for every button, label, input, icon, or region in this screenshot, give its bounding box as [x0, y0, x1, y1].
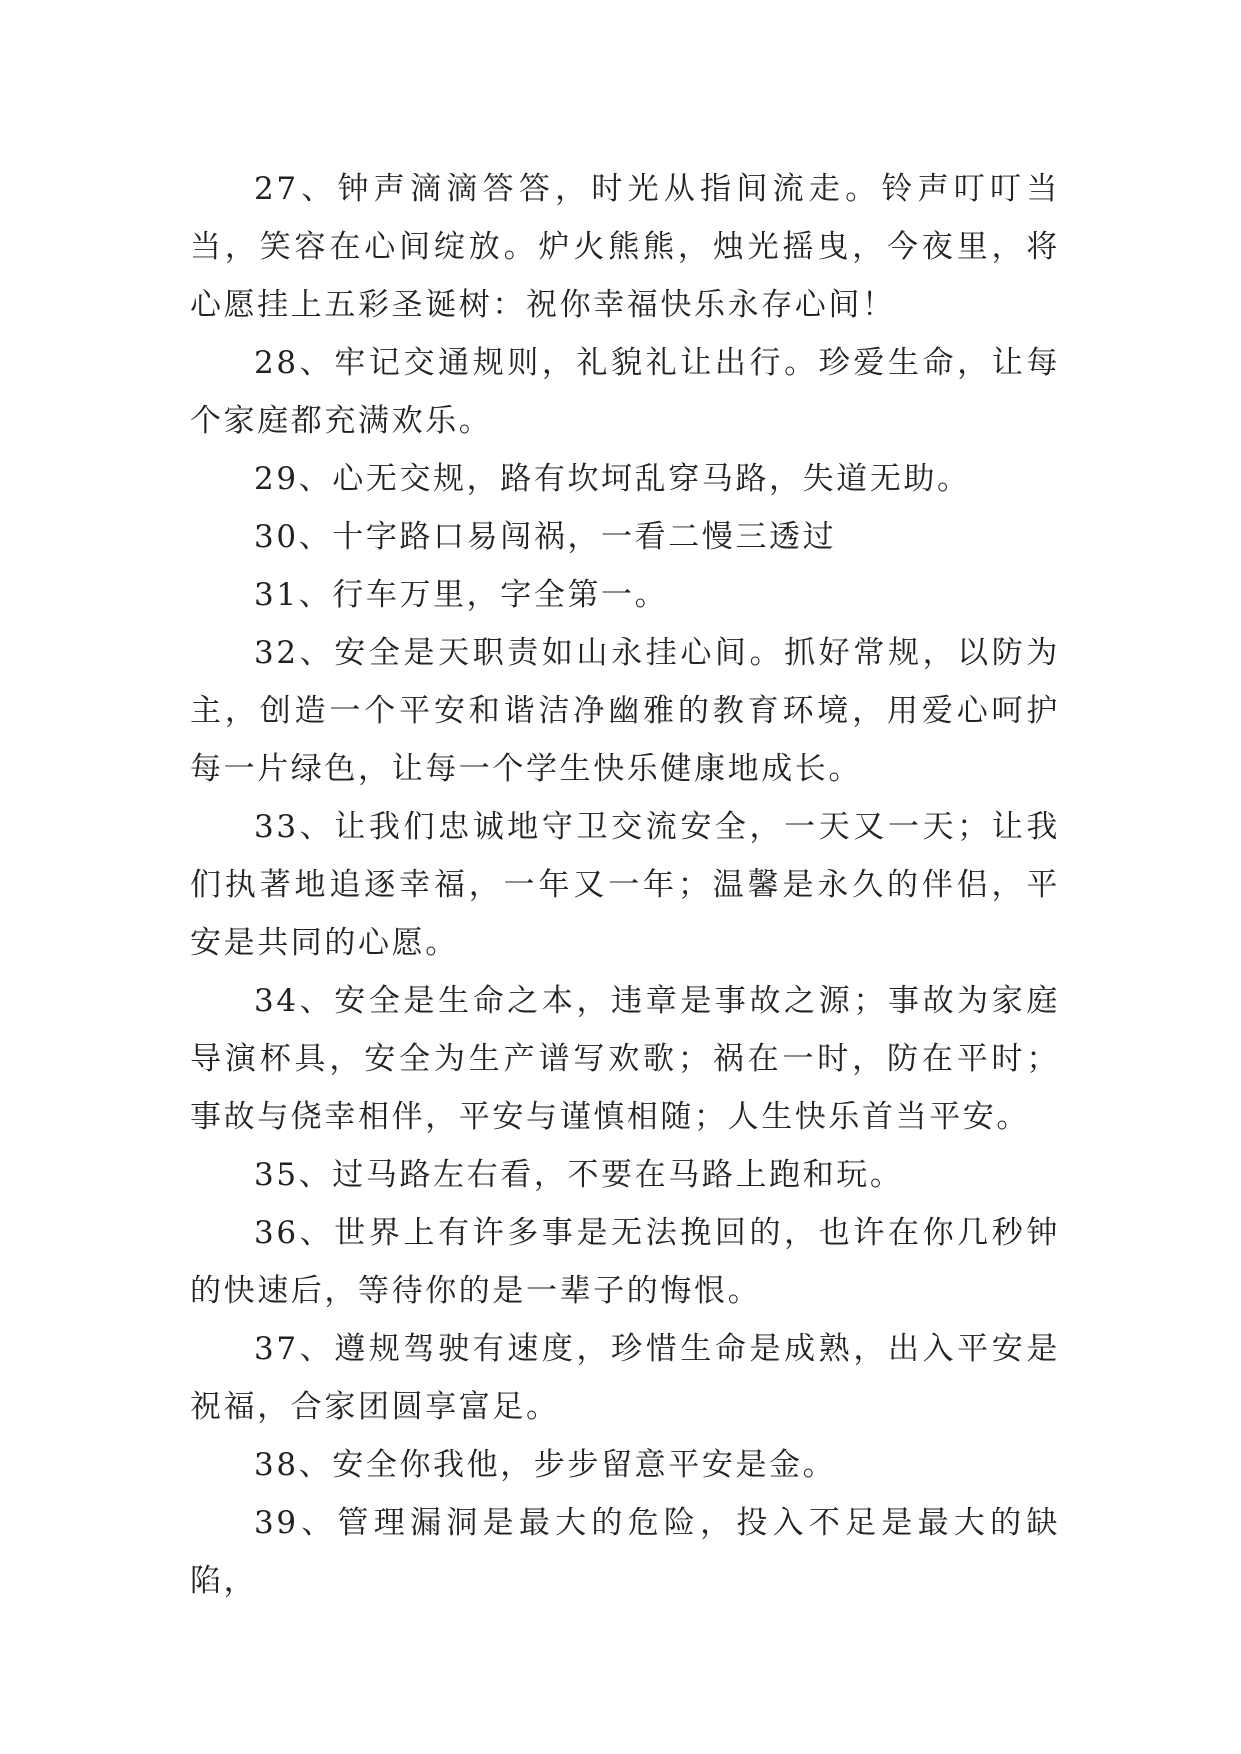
paragraph-33: 33、让我们忠诚地守卫交流安全，一天又一天；让我们执著地追逐幸福，一年又一年；温馨是永久的伴侣，平安是共同的心愿。: [190, 809, 1060, 961]
paragraph-38: 38、安全你我他，步步留意平安是金。: [254, 1447, 837, 1483]
paragraph-32: 32、安全是天职责如山永挂心间。抓好常规，以防为主，创造一个平安和谐洁净幽雅的教育环境，用爱心呵护每一片绿色，让每一个学生快乐健康地成长。: [190, 635, 1060, 787]
paragraph-31: 31、行车万里，字全第一。: [254, 577, 669, 613]
paragraph-28: 28、牢记交通规则，礼貌礼让出行。珍爱生命，让每个家庭都充满欢乐。: [190, 345, 1060, 439]
paragraph-36: 36、世界上有许多事是无法挽回的，也许在你几秒钟的快速后，等待你的是一辈子的悔恨。: [190, 1215, 1060, 1309]
paragraph-27: 27、钟声滴滴答答，时光从指间流走。铃声叮叮当当，笑容在心间绽放。炉火熊熊，烛光摇曳，今夜里，将心愿挂上五彩圣诞树：祝你幸福快乐永存心间！: [190, 171, 1060, 323]
paragraph-35: 35、过马路左右看，不要在马路上跑和玩。: [254, 1157, 904, 1193]
document-body: [190, 160, 1060, 1610]
paragraph-37: 37、遵规驾驶有速度，珍惜生命是成熟，出入平安是祝福，合家团圆享富足。: [190, 1331, 1060, 1425]
paragraph-29: 29、心无交规，路有坎坷乱穿马路，失道无助。: [254, 461, 971, 497]
paragraph-39: 39、管理漏洞是最大的危险，投入不足是最大的缺陷，: [190, 1505, 1060, 1599]
paragraph-34: 34、安全是生命之本，违章是事故之源；事故为家庭导演杯具，安全为生产谱写欢歌；祸在一时，防在平时；事故与侥幸相伴，平安与谨慎相随；人生快乐首当平安。: [190, 983, 1060, 1135]
paragraph-30: 30、十字路口易闯祸，一看二慢三透过: [254, 519, 837, 555]
